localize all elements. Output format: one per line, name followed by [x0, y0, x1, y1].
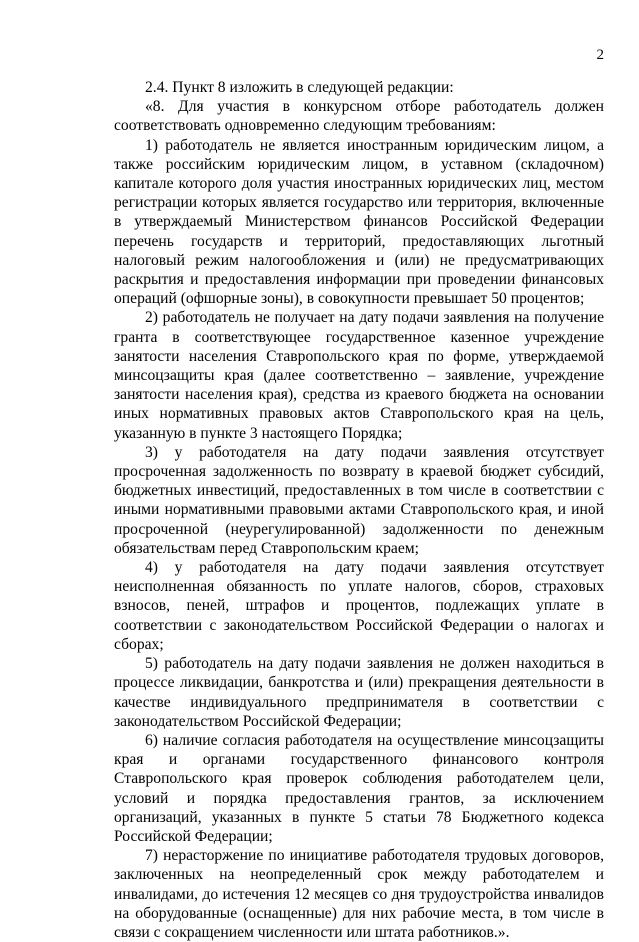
- document-body: [114, 78, 604, 942]
- paragraph-requirement-6: 6) наличие согласия работодателя на осуществление минсоцзащиты края и органами государственного финансового контроля Ставропольского края проверок соблюдения работодателем цели, условий и порядка предоставления грантов, за исключением организаций, указанных в пункте 5 статьи 78 Бюджетного кодекса Российской Федерации;: [114, 731, 604, 845]
- paragraph-clause-8-intro: «8. Для участия в конкурсном отборе работодатель должен соответствовать одновременно следующим требованиям:: [114, 98, 604, 135]
- paragraph-requirement-7: 7) нерасторжение по инициативе работодателя трудовых договоров, заключенных на неопределенный срок между работодателем и инвалидами, до истечения 12 месяцев со дня трудоустройства инвалидов на оборудованные (оснащенные) для них рабочие места, в том числе в связи с сокращением численности или штата работников.».: [114, 847, 604, 941]
- paragraph-requirement-3: 3) у работодателя на дату подачи заявления отсутствует просроченная задолженность по возврату в краевой бюджет субсидий, бюджетных инвестиций, предоставленных в том числе в соответствии с иными нормативными правовыми актами Ставропольского края, и иной просроченной (неурегулированной) задолженности по денежным обязательствам перед Ставропольским краем;: [114, 443, 604, 557]
- paragraph-requirement-4: 4) у работодателя на дату подачи заявления отсутствует неисполненная обязанность по уплате налогов, сборов, страховых взносов, пеней, штрафов и процентов, подлежащих уплате в соответствии с законодательством Российской Федерации о налогах и сборах;: [114, 559, 604, 653]
- paragraph-requirement-2: 2) работодатель не получает на дату подачи заявления на получение гранта в соответствующее государственное казенное учреждение занятости населения Ставропольского края по форме, утверждаемой минсоцзащиты края (далее соответственно – заявление, учреждение занятости населения края), средства из краевого бюджета на основании иных нормативных правовых актов Ставропольского края на цель, указанную в пункте 3 настоящего Порядка;: [114, 309, 604, 442]
- paragraph-requirement-5: 5) работодатель на дату подачи заявления не должен находиться в процессе ликвидации, банкротства и (или) прекращения деятельности в качестве индивидуального предпринимателя в соответствии с законодательством Российской Федерации;: [114, 655, 604, 730]
- page-number: 2: [596, 47, 604, 63]
- paragraph-amendment-intro: 2.4. Пункт 8 изложить в следующей редакции:: [145, 79, 454, 96]
- paragraph-requirement-1: 1) работодатель не является иностранным юридическим лицом, а также российским юридическим лицом, в уставном (складочном) капитале которого доля участия иностранных юридических лиц, местом регистрации которых является государство или территория, включенные в утверждаемый Министерством финансов Российской Федерации перечень государств и территорий, предоставляющих льготный налоговый режим налогообложения и (или) не предусматривающих раскрытия и предоставления информации при проведении финансовых операций (офшорные зоны), в совокупности превышает 50 процентов;: [114, 136, 604, 308]
